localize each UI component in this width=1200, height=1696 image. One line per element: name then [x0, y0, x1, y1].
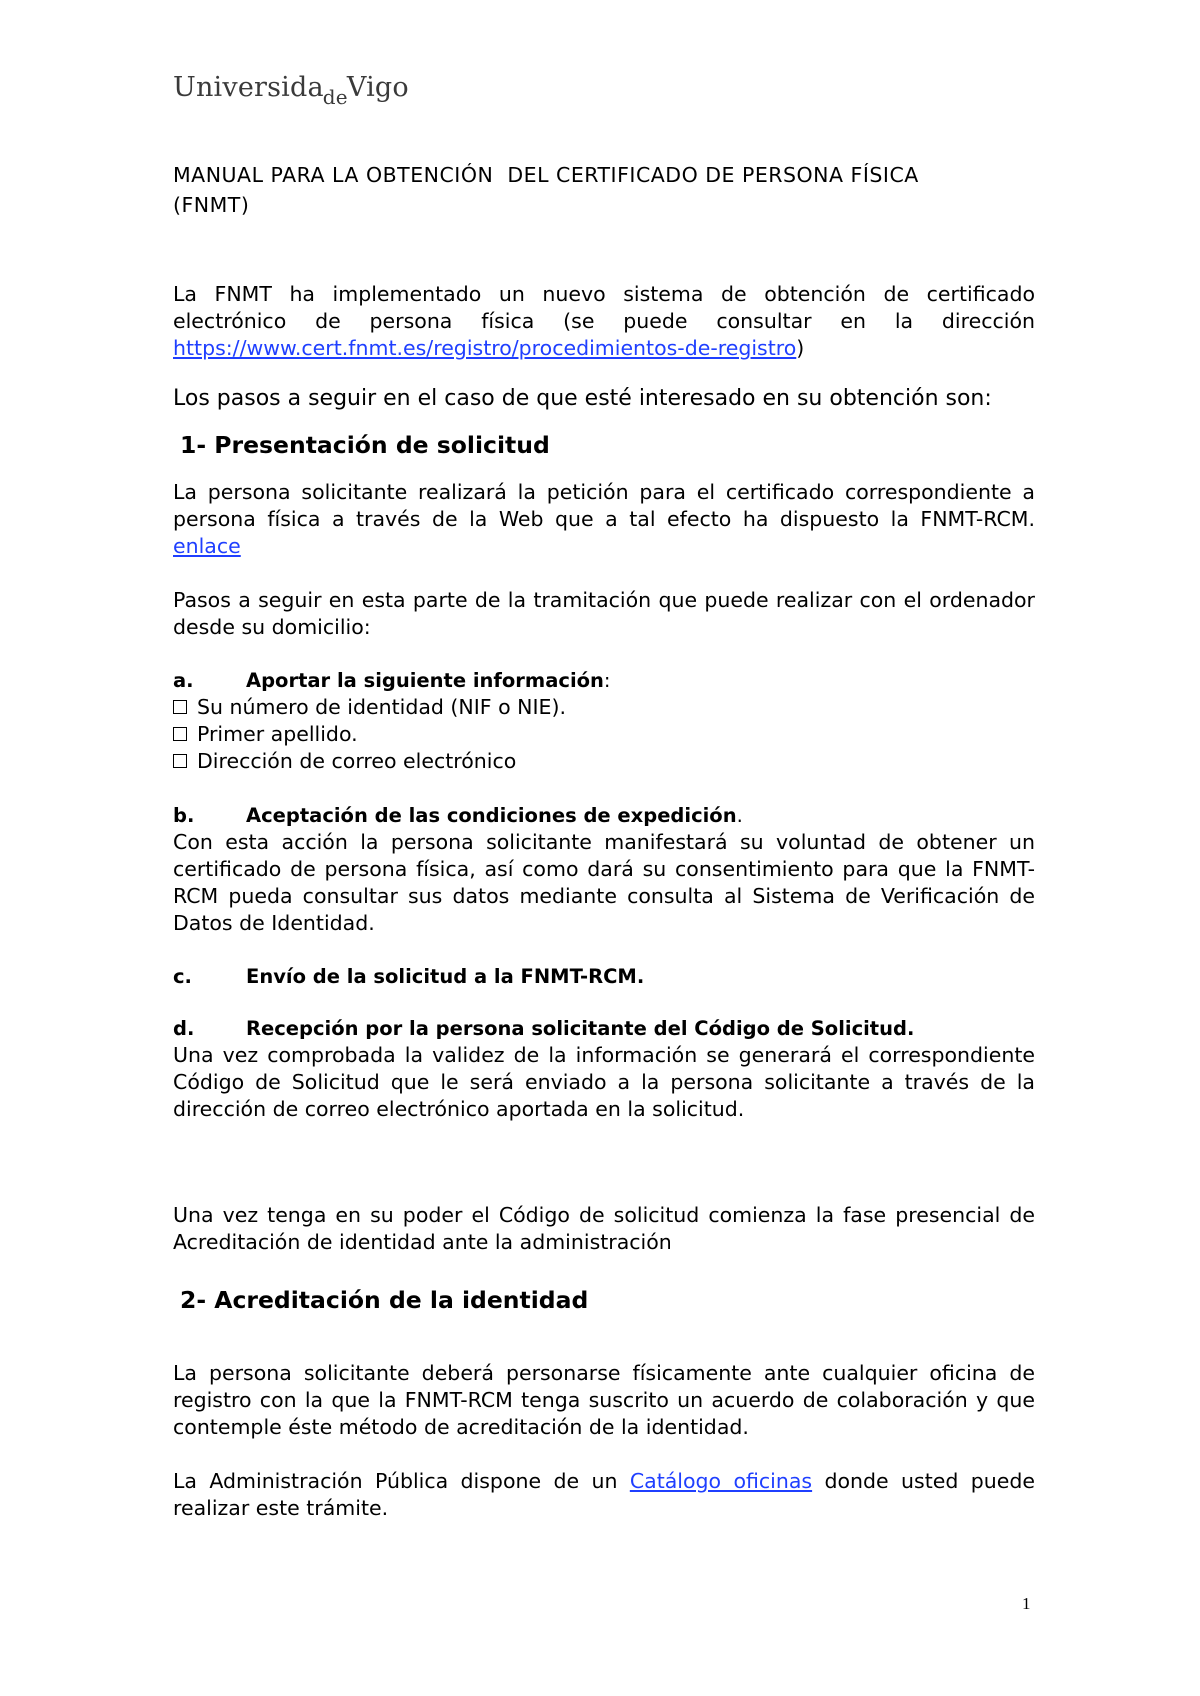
step-a-title: Aportar la siguiente información — [246, 669, 604, 692]
page-number: 1 — [1022, 1594, 1031, 1613]
step-d-title: Recepción por la persona solicitante del Código de Solicitud. — [246, 1017, 915, 1040]
step-c-title: Envío de la solicitud a la FNMT-RCM. — [246, 965, 645, 988]
section2-p2-before: La Administración Pública dispone de un — [173, 1469, 618, 1493]
section2-paragraph-2 — [173, 1468, 1035, 1522]
steps-intro: Los pasos a seguir en el caso de que esté interesado en su obtención son: — [173, 386, 992, 411]
step-b-letter: b. — [173, 804, 195, 827]
intro-close: ) — [796, 336, 805, 360]
item-surname: Primer apellido. — [197, 722, 358, 746]
step-d-text: Una vez comprobada la validez de la información se generará el correspondiente Código de Solicitud que le será enviado a la persona solicitante a través de la dirección de correo electrónico aportada en la solicitud. — [173, 1043, 1035, 1121]
step-a — [173, 668, 1035, 775]
item-email: Dirección de correo electrónico — [197, 749, 517, 773]
step-b-text: Con esta acción la persona solicitante manifestará su voluntad de obtener un certificado de persona física, así como dará su consentimiento para que la FNMT-RCM pueda consultar sus datos mediante consulta al Sistema de Verificación de Datos de Identidad. — [173, 830, 1035, 935]
checkbox-item — [173, 694, 1035, 721]
section1-closing: Una vez tenga en su poder el Código de solicitud comienza la fase presencial de Acreditación de identidad ante la administración — [173, 1203, 1035, 1254]
section1-paragraph-1 — [173, 479, 1035, 560]
section1-heading: 1- Presentación de solicitud — [180, 431, 550, 459]
document-title — [173, 160, 1035, 220]
step-d-letter: d. — [173, 1017, 195, 1040]
step-c-letter: c. — [173, 965, 192, 988]
intro-line-1: La FNMT ha implementado un nuevo sistema de obtención de certificado — [173, 282, 1035, 306]
fnmt-procedures-link[interactable]: https://www.cert.fnmt.es/registro/procedimientos-de-registro — [173, 336, 797, 360]
checkbox-icon — [173, 754, 187, 768]
title-line-1: MANUAL PARA LA OBTENCIÓN DEL CERTIFICADO DE PERSONA FÍSICA — [173, 163, 919, 187]
section2-p2-after: donde usted puede realizar este trámite. — [173, 1469, 1035, 1520]
item-nif: Su número de identidad (NIF o NIE). — [197, 695, 567, 719]
section2-heading: 2- Acreditación de la identidad — [180, 1286, 589, 1314]
logo-text-3: Vigo — [346, 72, 409, 103]
logo-text-1: Universida — [173, 72, 324, 103]
step-d — [173, 1016, 1035, 1123]
checkbox-icon — [173, 700, 187, 714]
step-b-suffix: . — [736, 804, 743, 827]
intro-line-2: electrónico de persona física (se puede consultar en la dirección — [173, 309, 1035, 333]
title-line-2: (FNMT) — [173, 193, 250, 217]
step-c — [173, 964, 1035, 990]
checkbox-item — [173, 748, 1035, 775]
intro-paragraph — [173, 281, 1035, 362]
university-logo — [173, 72, 409, 109]
checkbox-item — [173, 721, 1035, 748]
section1-p1-text: La persona solicitante realizará la petición para el certificado correspondiente a persona física a través de la Web que a tal efecto ha dispuesto la FNMT-RCM. — [173, 480, 1035, 531]
logo-text-2: de — [322, 85, 348, 109]
step-b-title: Aceptación de las condiciones de expedición — [246, 804, 737, 827]
enlace-link[interactable]: enlace — [173, 534, 241, 558]
section1-paragraph-2: Pasos a seguir en esta parte de la tramitación que puede realizar con el ordenador desde su domicilio: — [173, 588, 1035, 639]
section2-paragraph-1: La persona solicitante deberá personarse físicamente ante cualquier oficina de registro con la que la FNMT-RCM tenga suscrito un acuerdo de colaboración y que contemple éste método de acreditación de la identidad. — [173, 1361, 1035, 1439]
step-a-letter: a. — [173, 669, 194, 692]
step-a-suffix: : — [603, 669, 611, 692]
checkbox-icon — [173, 727, 187, 741]
step-b — [173, 803, 1035, 937]
catalogo-oficinas-link[interactable]: Catálogo oficinas — [629, 1469, 813, 1493]
